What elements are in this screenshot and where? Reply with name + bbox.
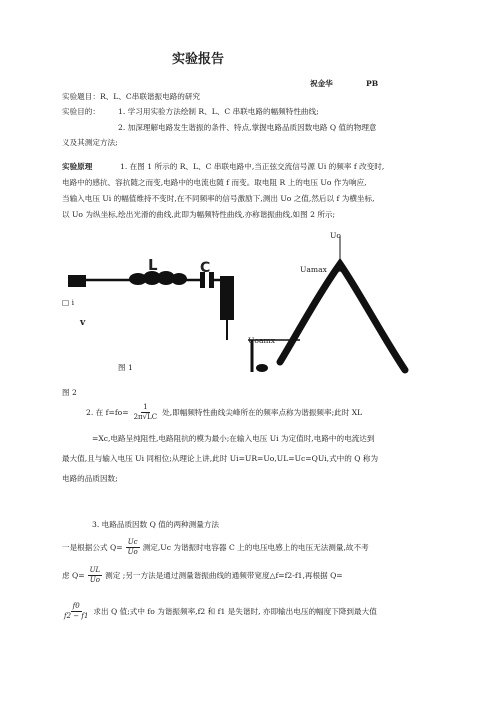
frac3-numerator: f0 bbox=[72, 602, 80, 610]
purpose-item-2-line-1: 2. 加深理解电路发生谐振的条件、特点,掌握电路品质因数电路 Q 值的物理意 bbox=[118, 123, 377, 132]
resonance-frequency-formula bbox=[132, 403, 160, 422]
topic-text: R、L、C串联谐振电路的研究 bbox=[99, 92, 201, 101]
principle-label: 实验原理 bbox=[62, 162, 93, 171]
frac2-numerator: UL bbox=[89, 566, 101, 574]
purpose-item-2-line-2: 义及其测定方法; bbox=[62, 138, 118, 147]
q-method-1-suffix: 测定,Uc 为谐振时电容器 C 上的电压电感上的电压无法测量,故不考 bbox=[142, 543, 369, 552]
figure-2-caption: 图 2 bbox=[62, 388, 77, 397]
figure-2-resonance-curve bbox=[240, 232, 410, 377]
figure-1-caption: 图 1 bbox=[118, 363, 133, 372]
formula-numerator: 1 bbox=[143, 403, 148, 411]
inductor-label: L bbox=[148, 256, 158, 274]
purpose-label: 实验目的： bbox=[62, 107, 100, 116]
frac1-denominator: Uo bbox=[127, 548, 138, 556]
q-method-3-suffix: 求出 Q 值;式中 fo 为谐振频率,f2 和 f1 是失谐时, 亦即输出电压的幅度下降到最大值 bbox=[93, 607, 377, 616]
max-voltage-label: Uamax bbox=[300, 265, 327, 274]
frac1-numerator: Uc bbox=[127, 538, 138, 546]
formula-denominator: 2π√LC bbox=[133, 413, 158, 421]
resonance-line-3: 最大值,且与输入电压 Ui 同相位;从理论上讲,此时 Ui=UR=Uo,UL=Uc=QUi,式中的 Q 称为 bbox=[62, 454, 379, 463]
resistor-block bbox=[220, 276, 234, 320]
principle-line-1: 1. 在图 1 所示的 R、L、C 串联电路中,当正弦交流信号源 Ui 的频率 f 改变时, bbox=[120, 162, 385, 171]
author-code: PB bbox=[366, 79, 379, 88]
q-fraction-ul-uo bbox=[88, 566, 103, 585]
report-title: 实验报告 bbox=[172, 52, 225, 67]
resonance-formula-line bbox=[86, 403, 362, 422]
min-voltage-label: Uoamx bbox=[248, 336, 275, 345]
frac3-denominator: f2 − f1 bbox=[64, 612, 89, 620]
principle-line-4: 以 Uo 为纵坐标,绘出光滑的曲线,此即为幅频特性曲线,亦称谐振曲线,如图 2 所示; bbox=[62, 210, 336, 219]
q-method-2-prefix: 虑 Q= bbox=[62, 571, 85, 580]
output-voltage-label: Uo bbox=[330, 231, 341, 240]
q-method-line-1 bbox=[62, 538, 369, 557]
bandwidth-marker bbox=[256, 364, 268, 372]
figure-1-circuit bbox=[60, 250, 260, 380]
principle-line-3: 当输入电压 Ui 的幅值维持不变时,在不同频率的信号激励下,测出 Uo 之值,然后以 f 为横坐标, bbox=[62, 194, 375, 203]
resonance-line-4: 电路的品质因数; bbox=[62, 474, 118, 483]
q-methods-heading: 3. 电路品质因数 Q 值的两种测量方法 bbox=[92, 520, 220, 529]
q-method-line-2 bbox=[62, 566, 343, 585]
topic-label: 实验题目： bbox=[62, 92, 100, 101]
topic-line bbox=[62, 90, 200, 103]
resonance-line-2: =Xc,电路呈纯阻性,电路阻抗的模为最小;在输入电压 Ui 为定值时,电路中的电流达到 bbox=[92, 434, 375, 443]
q-fraction-bandwidth bbox=[62, 602, 90, 621]
q-method-line-3 bbox=[62, 602, 377, 621]
q-method-1-prefix: 一是根据公式 Q= bbox=[62, 543, 123, 552]
q-fraction-uc-uo bbox=[126, 538, 140, 557]
resonance-prefix: 2. 在 f=fo= bbox=[86, 408, 129, 417]
principle-line-2: 电路中的感抗、容抗随之而变,电路中的电流也随 f 而变。取电阻 R 上的电压 Uo 作为响应, bbox=[62, 178, 367, 187]
purpose-item-1: 1. 学习用实验方法绘制 R、L、C 串联电路的幅频特性曲线; bbox=[118, 107, 319, 116]
source-polarity-label: v bbox=[80, 318, 86, 328]
resonance-curve bbox=[280, 264, 405, 370]
capacitor-label: C bbox=[200, 260, 211, 276]
frac2-denominator: Uo bbox=[89, 576, 100, 584]
author-name: 祝金华 bbox=[310, 79, 333, 88]
resonance-suffix: 处,即幅频特性曲线尖峰所在的频率点称为谐振频率;此时 XL bbox=[162, 408, 363, 417]
source-voltage-label: □ i bbox=[62, 298, 75, 307]
q-method-2-suffix: 测定 ;另一方法是通过测量谐振曲线的通频带宽度△f=f2-f1,再根据 Q= bbox=[105, 571, 343, 580]
inductor-coil bbox=[129, 271, 187, 285]
